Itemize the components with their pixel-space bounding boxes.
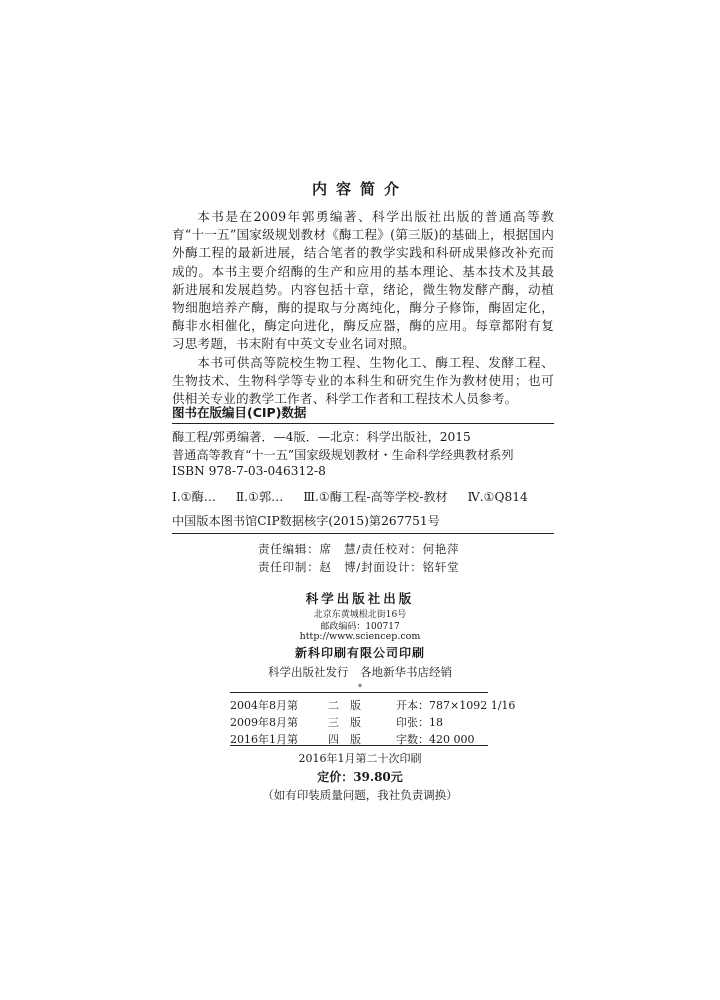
abstract-title: 内容简介: [311, 180, 408, 198]
staff-line-production: 责任印制：赵 博/封面设计：铭轩堂: [258, 560, 460, 574]
edition-bottom-rule: [230, 745, 488, 746]
edition-version: 二 版: [328, 699, 361, 712]
edition-date: 2016年1月第: [230, 733, 298, 746]
cip-title-line: 酶工程/郭勇编著．—4版．—北京：科学出版社，2015: [172, 430, 471, 444]
edition-date: 2004年8月第: [230, 699, 298, 712]
abstract-paragraph-2: 本书可供高等院校生物工程、生物化工、酶工程、发酵工程、生物技术、生物科学等专业的本科生和研究生作为教材使用；也可供相关专业的教学工作者、科学工作者和工程技术人员参考。: [172, 354, 554, 407]
classification-item: Ⅱ.①郭…: [235, 490, 284, 504]
cip-series-line: 普通高等教育“十一五”国家级规划教材・生命科学经典教材系列: [172, 448, 514, 462]
publisher-website: http://www.sciencep.com: [299, 631, 421, 642]
reprint-line: 2016年1月第二十次印刷: [298, 752, 422, 765]
edition-spec: 开本：787×1092 1/16: [396, 699, 516, 712]
separator-star: *: [358, 683, 362, 692]
distribution-line: 科学出版社发行 各地新华书店经销: [268, 665, 452, 679]
cip-isbn: ISBN 978-7-03-046312-8: [172, 464, 326, 478]
edition-row: [230, 697, 515, 713]
classification-item: Ⅰ.①酶…: [172, 490, 216, 504]
classification-item: Ⅳ.①Q814: [467, 490, 528, 504]
price: 定价：39.80元: [317, 770, 403, 784]
edition-spec: 字数：420 000: [396, 733, 475, 746]
publisher-postcode: 邮政编码：100717: [320, 622, 400, 632]
abstract-paragraph-1: 本书是在2009年郭勇编著、科学出版社出版的普通高等教育“十一五”国家级规划教材《酶工程》(第三版)的基础上，根据国内外酶工程的最新进展，结合笔者的教学实践和科研成果修改补充而成的。本书主要介绍酶的生产和应用的基本理论、基本技术及其最新进展和发展趋势。内容包括十章，绪论，微生物发酵产酶，动植物细胞培养产酶，酶的提取与分离纯化，酶分子修饰，酶固定化，酶非水相催化，酶定向进化，酶反应器，酶的应用。每章都附有复习思考题，书末附有中英文专业名词对照。: [172, 209, 554, 352]
cip-top-rule: [172, 423, 554, 424]
publisher-address: 北京东黄城根北街16号: [313, 610, 407, 620]
edition-version: 三 版: [328, 716, 361, 729]
publisher-name: 科学出版社出版: [305, 591, 415, 606]
cip-classification: [172, 488, 554, 505]
edition-spec: 印张：18: [396, 716, 443, 729]
edition-version: 四 版: [328, 733, 361, 746]
printer-name: 新科印刷有限公司印刷: [294, 646, 425, 660]
cip-heading: 图书在版编目(CIP)数据: [172, 405, 307, 420]
classification-item: Ⅲ.①酶工程-高等学校-教材: [303, 490, 448, 504]
edition-row: [230, 714, 443, 730]
edition-top-rule: [230, 692, 488, 693]
cip-bottom-rule: [172, 533, 554, 534]
cip-verification: 中国版本图书馆CIP数据核字(2015)第267751号: [172, 514, 440, 528]
quality-notice: （如有印装质量问题，我社负责调换）: [262, 788, 458, 802]
edition-date: 2009年8月第: [230, 716, 298, 729]
abstract-body: [172, 208, 554, 408]
staff-line-editors: 责任编辑：席 慧/责任校对：何艳萍: [258, 542, 460, 556]
